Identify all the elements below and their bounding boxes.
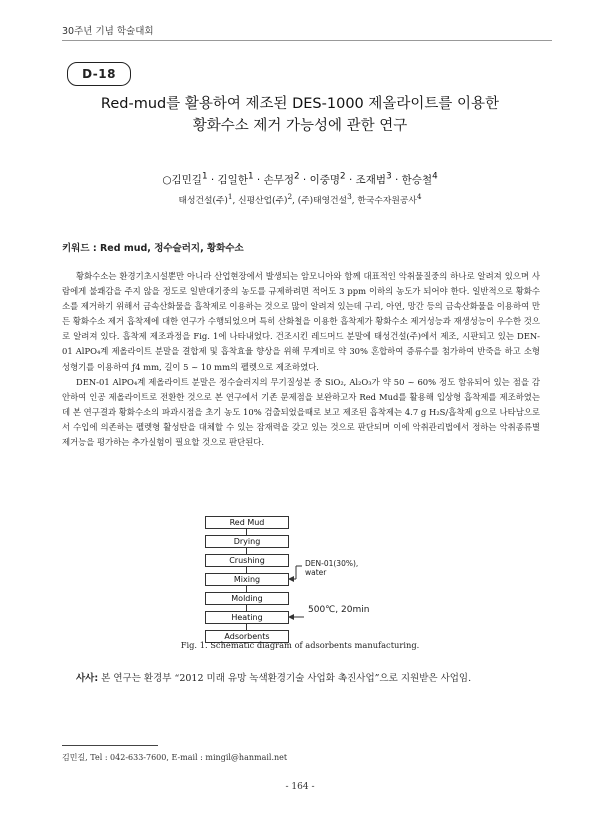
author: ○김민길$^1$ · [162, 171, 218, 186]
body-paragraph-1: 황화수소는 환경기초시설뿐만 아니라 산업현장에서 발생되는 암모니아와 함께 대표적인 악취물질중의 하나로 알려져 있으며 사람에게 불쾌감을 주지 않을 정도로 일반대기중의 농도를 규제하려면 적어도 3 ppm 이하의 농도가 되어야 한다. 일반적으로 황화수소를 제거하기 위해서 금속산화물을 흡착제로 이용하는 것으로 많이 알려져 있는데 구리, 아연, 망간 등의 금속산화물을 이용하여 만든 황화수소 제거 흡착제에 대한 연구가 수행되었으며 특히 산화철을 이용한 흡착제가 황화수소 제거성능과 재생성능이 우수한 것으로 알려져 있다. 흡착제 제조과정을 Fig. 1에 나타내었다. 건조시킨 레드머드 분말에 태성건설(주)에서 제조, 시판되고 있는 DEN-01 AlPO₄계 제올라이트 분말을 결합제 및 흡착효율 향상을 위해 무게비로 약 30% 혼합하여 증류수를 첨가하여 반죽을 하고 소형 성형기를 이용하여 ƒ4 mm, 길이 5 ~ 10 mm의 펠렛으로 제조하였다. [62, 271, 540, 372]
title-line-2: 황화수소 제거 가능성에 관한 연구 [192, 118, 408, 134]
affiliation: 신평산업(주)$^2$, [238, 192, 298, 206]
author-list [60, 171, 540, 187]
footnote: 김민길, Tel : 042-633-7600, E-mail : mingil@hanmail.net [62, 753, 288, 762]
step-adsorbents: Adsorbents [205, 630, 289, 643]
author: 한승철$^4$ [401, 171, 438, 186]
author: 이중명$^2$ · [309, 171, 356, 186]
paper-title [40, 93, 560, 137]
author: 김일한$^1$ · [217, 171, 264, 186]
keywords-label: 키워드 : [62, 243, 97, 254]
author: 조재범$^3$ · [355, 171, 402, 186]
step-heating: Heating [205, 611, 289, 624]
affiliation: (주)태영건설$^3$, [297, 192, 358, 206]
affiliation: 한국수자원공사$^4$ [357, 192, 422, 206]
process-diagram [150, 506, 450, 641]
step-molding: Molding [205, 592, 289, 605]
acknowledgement [76, 670, 546, 684]
step-crushing: Crushing [205, 554, 289, 567]
diagram-arrows [150, 506, 450, 641]
step-mixing: Mixing [205, 573, 289, 586]
affiliation-list [60, 192, 540, 206]
mix-additive-label: DEN-01(30%), water [305, 559, 359, 577]
step-drying: Drying [205, 535, 289, 548]
figure-caption: Fig. 1. Schematic diagram of adsorbents manufacturing. [180, 640, 420, 650]
ack-label: 사사: [76, 673, 99, 684]
title-line-1: Red-mud를 활용하여 제조된 DES-1000 제올라이트를 이용한 [100, 96, 500, 112]
keywords [62, 240, 244, 254]
footnote-divider [62, 745, 158, 746]
body-paragraph-2: DEN-01 AlPO₄계 제올라이트 분말은 정수슬러지의 무기질성분 중 SiO₂, Al₂O₃가 약 50 ~ 60% 정도 함유되어 있는 점을 감안하여 인공 제올라이트로 전환한 것으로 본 연구에서 기존 문제점을 보완하고자 Red Mud를 활용해 입상형 흡착제를 제조하였는데 본 연구결과 황화수소의 파과시점을 초기 농도 10% 검출되었을때로 보고 제조된 흡착제는 4.7 g H₂S/흡착제 g으로 나타남으로서 수입에 의존하는 펠렛형 활성탄을 대체할 수 있는 잠재력을 갖고 있는 것으로 판단되며 이에 악취관리법에서 정하는 악취종류별 제거능을 평가하는 추가실험이 필요할 것으로 판단된다. [62, 376, 540, 448]
ack-text: 본 연구는 환경부 “2012 미래 유망 녹색환경기술 사업화 촉진사업”으로 지원받은 사업임. [98, 673, 472, 684]
author: 손무정$^2$ · [263, 171, 310, 186]
header-divider [62, 40, 552, 41]
step-red-mud: Red Mud [205, 516, 289, 529]
affiliation: 태성건설(주)$^1$, [178, 192, 239, 206]
conference-header: 30주년 기념 학술대회 [62, 26, 154, 37]
abstract-body [62, 269, 540, 450]
keywords-value: Red mud, 정수슬러지, 황화수소 [99, 243, 244, 254]
paper-code-badge: D-18 [67, 62, 131, 86]
heat-condition-label: 500℃, 20min [308, 605, 370, 615]
page-number: - 164 - [285, 782, 315, 792]
